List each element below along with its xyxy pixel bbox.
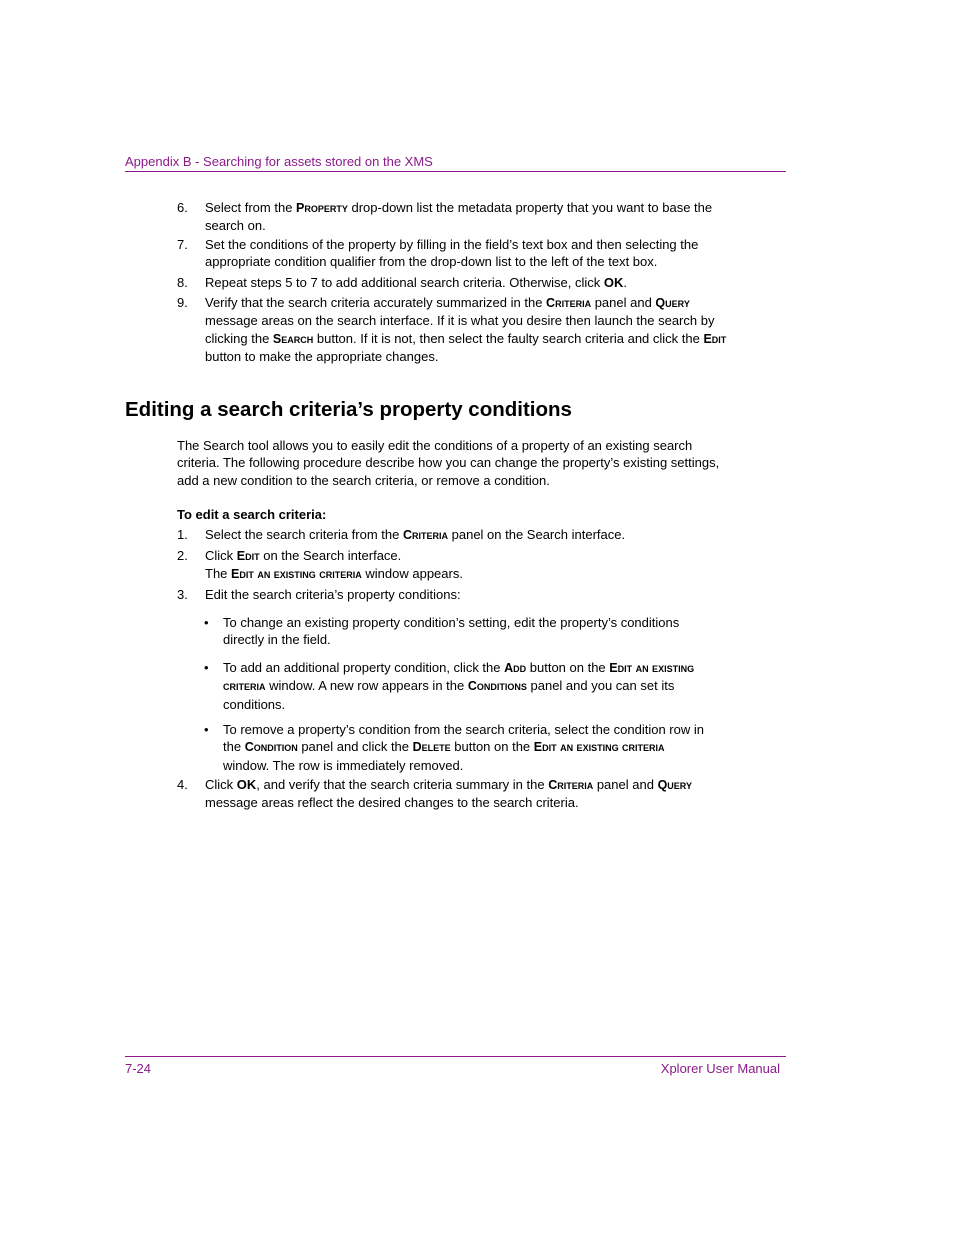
running-footer — [125, 1056, 786, 1077]
edit-step-3 — [177, 586, 737, 603]
step-text: Select from the Property drop-down list the metadata property that you want to base the search on. — [205, 200, 713, 234]
bullet-item — [204, 614, 704, 649]
bullet-mark: • — [204, 722, 209, 737]
step-text: Verify that the search criteria accurately summarized in the Criteria panel and Query message areas on the search interface. If it is what you desire then launch the search by clicking the Search button. If it is not, then select the faulty search criteria and click the Edit button to make the appropriate changes. — [205, 295, 727, 365]
procedure-heading: To edit a search criteria: — [177, 507, 327, 522]
edit-step-2 — [177, 547, 737, 584]
step-number: 9. — [177, 295, 188, 310]
edit-step-4 — [177, 776, 737, 812]
step-text: Select the search criteria from the Criteria panel on the Search interface. — [205, 527, 626, 542]
step-text: Repeat steps 5 to 7 to add additional search criteria. Otherwise, click OK. — [205, 275, 627, 290]
step-text: Click Edit on the Search interface. The Edit an existing criteria window appears. — [205, 548, 463, 582]
step-number: 6. — [177, 200, 188, 215]
page-number: 7-24 — [125, 1061, 152, 1076]
step-number: 3. — [177, 587, 188, 602]
step-7 — [177, 236, 737, 271]
edit-step-1 — [177, 526, 737, 544]
step-9 — [177, 294, 737, 366]
step-text: Set the conditions of the property by filling in the field’s text box and then selecting the appropriate condition qualifier from the drop-down list to the left of the text box. — [205, 237, 699, 270]
section-title: Editing a search criteria’s property conditions — [125, 398, 572, 421]
step-8 — [177, 274, 737, 291]
bullet-mark: • — [204, 660, 209, 675]
running-header: Appendix B - Searching for assets stored on the XMS — [125, 154, 786, 172]
bullet-text: To remove a property’s condition from the search criteria, select the condition row in the Condition panel and click the Delete button on the Edit an existing criteria window. The row is immediately removed. — [223, 722, 704, 773]
bullet-text: To change an existing property condition’s setting, edit the property’s conditions directly in the field. — [223, 615, 680, 648]
bullet-mark: • — [204, 615, 209, 630]
bullet-item — [204, 721, 704, 774]
bullet-text: To add an additional property condition, click the Add button on the Edit an existing criteria window. A new row appears in the Conditions panel and you can set its conditions. — [223, 660, 695, 712]
section-intro: The Search tool allows you to easily edit the conditions of a property of an existing search criteria. The following procedure describe how you can change the property’s existing settings, add a new condition to the search criteria, or remove a condition. — [177, 438, 720, 488]
step-number: 2. — [177, 548, 188, 563]
step-number: 7. — [177, 237, 188, 252]
step-number: 4. — [177, 777, 188, 792]
step-text: Edit the search criteria’s property conditions: — [205, 587, 461, 602]
step-number: 1. — [177, 527, 188, 542]
step-text: Click OK, and verify that the search criteria summary in the Criteria panel and Query message areas reflect the desired changes to the search criteria. — [205, 777, 692, 811]
step-number: 8. — [177, 275, 188, 290]
step-6 — [177, 199, 737, 235]
bullet-item — [204, 659, 704, 713]
manual-title: Xplorer User Manual — [660, 1061, 780, 1076]
